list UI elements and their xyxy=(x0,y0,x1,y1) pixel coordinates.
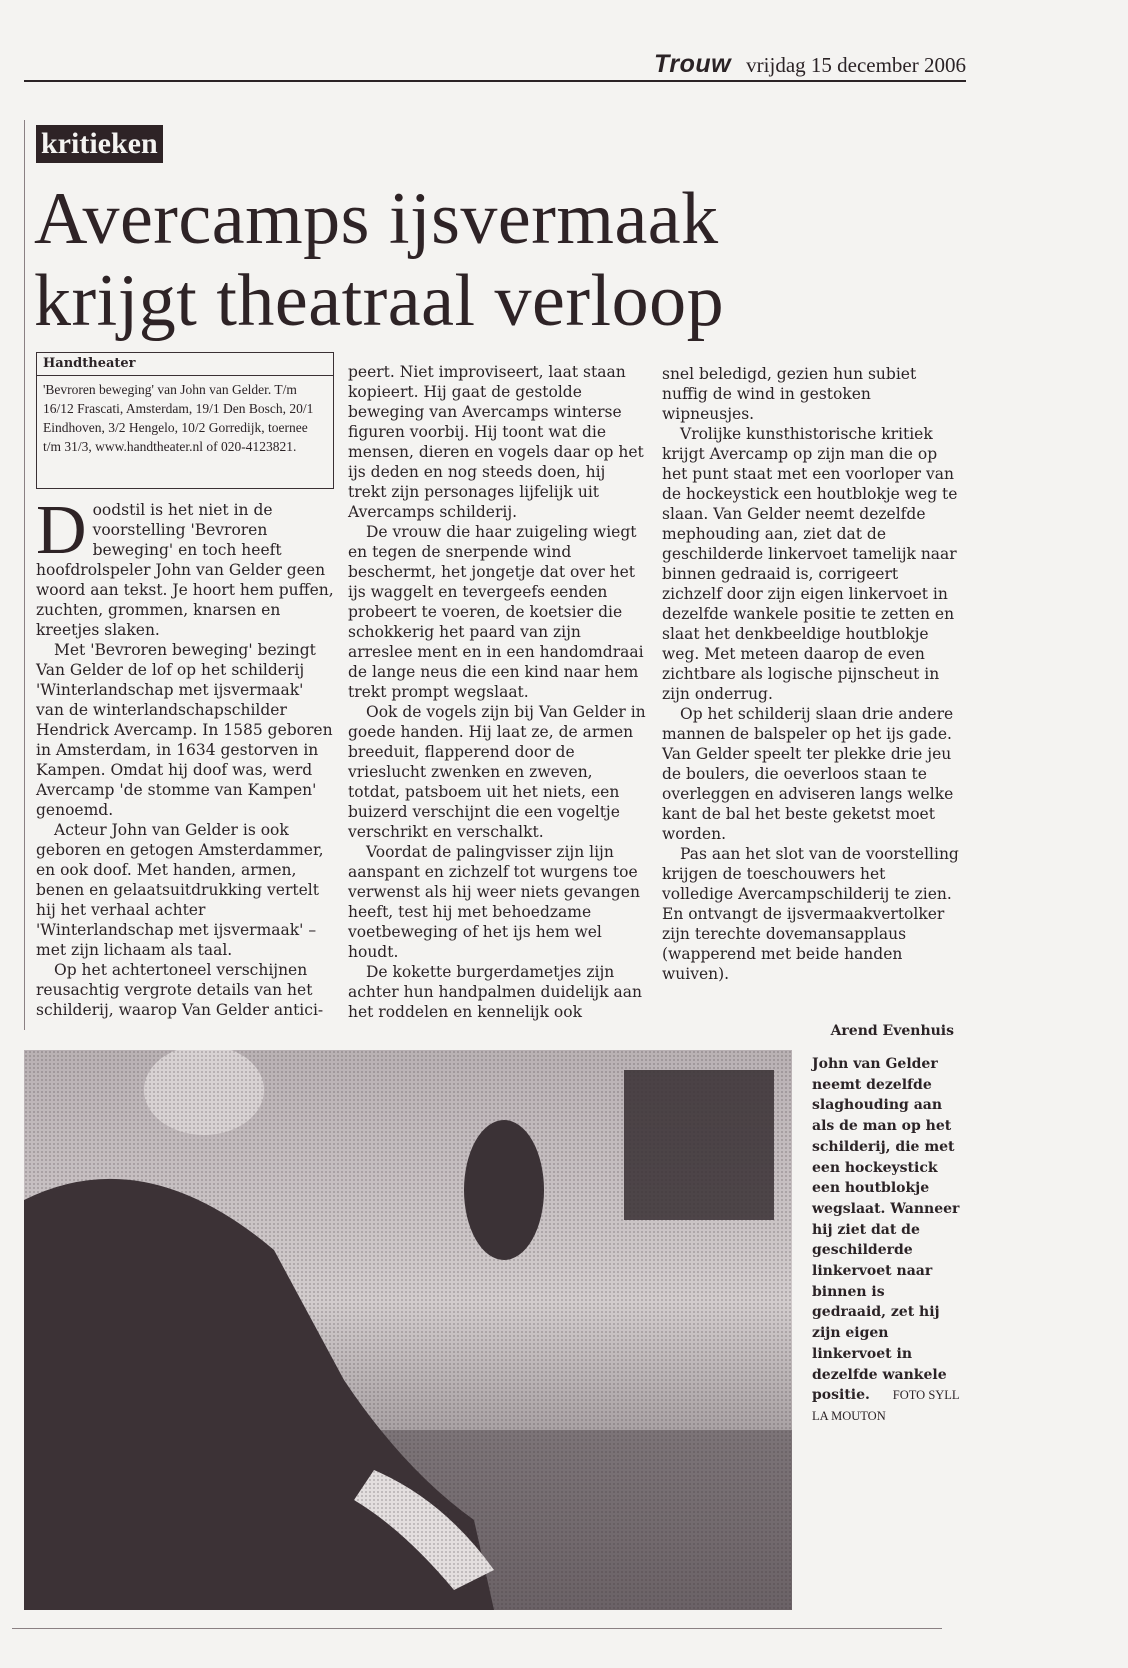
info-box-title: Handtheater xyxy=(37,353,333,376)
article-paragraph: Voordat de palingvisser zijn lijn aanspant en zichzelf tot wurgens toe verwenst als hij weer niets gevangen heeft, test hij met behoedzame voetbeweging of het ijs hem wel houdt. xyxy=(348,843,640,961)
drop-cap: D xyxy=(36,492,87,569)
article-paragraph: De vrouw die haar zuigeling wiegt en tegen de snerpende wind beschermt, het jongetje dat over het ijs waggelt en tevergeefs eenden probeert te voeren, de koetsier die schokkerig het paard van zijn arreslee ment en in een handomdraai de lange neus die een kind naar hem trekt prompt wegslaat. xyxy=(348,523,644,701)
headline xyxy=(34,178,934,342)
photo-caption xyxy=(812,1054,962,1427)
photo-illustration xyxy=(24,1050,792,1610)
article-paragraph: Pas aan het slot van de voorstelling krijgen de toeschouwers het volledige Avercampschilderij te zien. En ontvangt de ijsvermaakvertolker zijn terechte dovemansapplaus (wapperend met beide handen wuiven). xyxy=(662,845,959,983)
author-byline: Arend Evenhuis xyxy=(830,1023,954,1039)
masthead xyxy=(24,50,966,82)
article-paragraph: Ook de vogels zijn bij Van Gelder in goede handen. Hij laat ze, de armen breeduit, flapperend door de vrieslucht zwenken en zweven, totdat, patsboem uit het niets, een buizerd verschijnt die een vogeltje verschrikt en verschalkt. xyxy=(348,703,646,841)
article-paragraph: Op het achtertoneel verschijnen reusachtig vergrote details van het schilderij, waarop Van Gelder antici- xyxy=(36,961,324,1019)
paper-name: Trouw xyxy=(654,50,732,78)
article-column-3 xyxy=(662,364,960,984)
article-column-1 xyxy=(36,492,336,1020)
article-paragraph: snel beledigd, gezien hun subiet nuffig de wind in gestoken wipneusjes. xyxy=(662,365,917,423)
paragraph-text: oodstil is het niet in de voorstelling 'Bevroren beweging' en toch heeft hoofdrolspeler John van Gelder geen woord aan tekst. Je hoort hem puffen, zuchten, grommen, knarsen en kreetjes slaken. xyxy=(36,501,334,639)
article-paragraph: Acteur John van Gelder is ook geboren en getogen Amsterdammer, en ook doof. Met handen, armen, benen en gelaatsuitdrukking vertelt hij het verhaal achter 'Winterlandschap met ijsvermaak' – met zijn lichaam als taal. xyxy=(36,821,324,959)
photo-credit: FOTO SYLL LA MOUTON xyxy=(812,1388,960,1423)
headline-line-2: krijgt theatraal verloop xyxy=(34,260,725,342)
article-paragraph: Vrolijke kunsthistorische kritiek krijgt Avercamp op zijn man die op het punt staat met een voorloper van de hockeystick een houtblokje weg te slaan. Van Gelder neemt dezelfde mephouding aan, ziet dat de geschilderde linkervoet tamelijk naar binnen gedraaid is, corrigeert zichzelf door zijn eigen linkervoet in dezelfde wankele positie te zetten en slaat het denkbeeldige houtblokje weg. Met meteen daarop de even zichtbare als logische pijnscheut in zijn onderrug. xyxy=(662,425,958,703)
article-column-2 xyxy=(348,362,646,1022)
headline-line-1: Avercamps ijsvermaak xyxy=(34,178,719,260)
article-paragraph: Met 'Bevroren beweging' bezingt Van Gelder de lof op het schilderij 'Winterlandschap met ijsvermaak' van de winterlandschapschilder Hendrick Avercamp. In 1585 geboren in Amsterdam, in 1634 gestorven in Kampen. Omdat hij doof was, werd Avercamp 'de stomme van Kampen' genoemd. xyxy=(36,641,333,819)
performance-photo xyxy=(24,1050,792,1610)
bottom-rule xyxy=(12,1628,942,1629)
caption-text: John van Gelder neemt dezelfde slaghouding aan als de man op het schilderij, die met een hockeystick een houtblokje wegslaat. Wanneer hij ziet dat de geschilderde linkervoet naar binnen is gedraaid, zet hij zijn eigen linkervoet in dezelfde wankele positie. xyxy=(812,1056,960,1404)
left-column-rule xyxy=(24,120,25,1030)
section-label: kritieken xyxy=(36,125,163,163)
info-box-text: 'Bevroren beweging' van John van Gelder. T/m 16/12 Frascati, Amsterdam, 19/1 Den Bosch, 20/1 Eindhoven, 3/2 Hengelo, 10/2 Gorredijk, toernee t/m 31/3, www.handtheater.nl of 020-4123821. xyxy=(43,382,314,454)
publication-date: vrijdag 15 december 2006 xyxy=(746,53,966,77)
article-paragraph: De kokette burgerdametjes zijn achter hun handpalmen duidelijk aan het roddelen en kennelijk ook xyxy=(348,963,643,1021)
article-paragraph: Op het schilderij slaan drie andere mannen de balspeler op het ijs gade. Van Gelder speelt ter plekke drie jeu de boulers, die oeverloos staan te overleggen en adviseren langs welke kant de bal het beste geketst moet worden. xyxy=(662,705,954,843)
article-paragraph: peert. Niet improviseert, laat staan kopieert. Hij gaat de gestolde beweging van Avercamps winterse figuren voorbij. Hij toont wat die mensen, dieren en vogels daar op het ijs deden en nog steeds doen, hij trekt zijn personages lijfelijk uit Avercamps schilderij. xyxy=(348,363,644,521)
article-paragraph xyxy=(36,492,336,640)
info-box xyxy=(36,352,334,489)
